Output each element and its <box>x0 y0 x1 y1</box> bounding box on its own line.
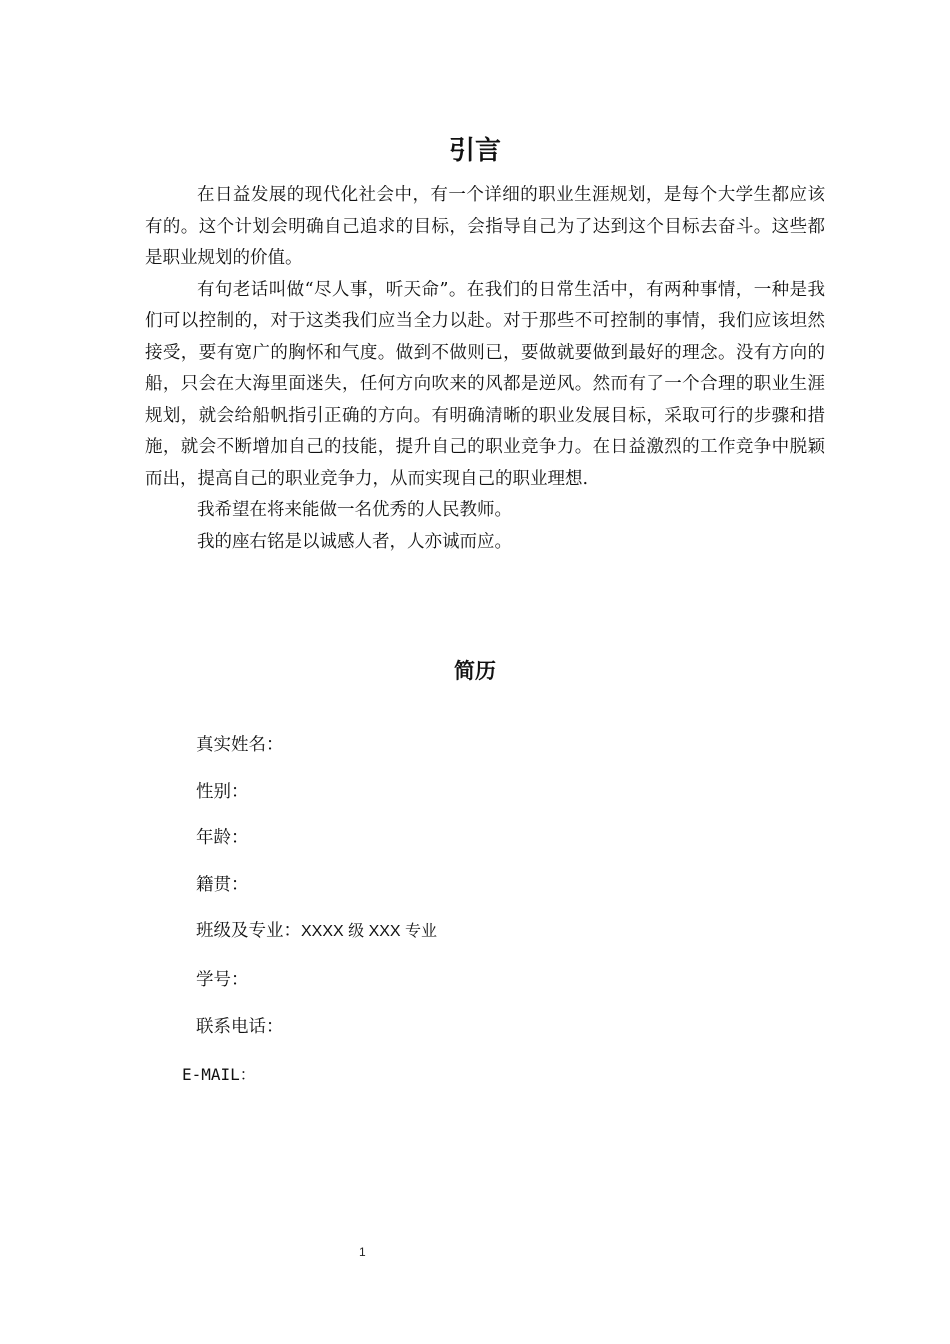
resume-name-label: 真实姓名： <box>196 735 284 755</box>
resume-class-field <box>196 918 437 945</box>
intro-body <box>145 180 825 558</box>
resume-student-id-label: 学号： <box>196 970 249 990</box>
page-number: 1 <box>359 1245 366 1259</box>
resume-age-field <box>196 825 249 851</box>
resume-name-field <box>196 732 284 758</box>
resume-phone-label: 联系电话： <box>196 1017 284 1037</box>
resume-phone-field <box>196 1014 284 1040</box>
resume-gender-field <box>196 779 249 805</box>
resume-class-label: 班级及专业： <box>196 921 301 941</box>
resume-age-label: 年龄： <box>196 828 249 848</box>
resume-email-label: E-MAIL： <box>182 1065 256 1084</box>
resume-heading: 简历 <box>454 659 496 683</box>
resume-class-value: XXXX 级 XXX 专业 <box>301 923 438 940</box>
resume-student-id-field <box>196 967 249 993</box>
intro-heading: 引言 <box>448 136 501 166</box>
intro-paragraph-3: 我希望在将来能做一名优秀的人民教师。 <box>197 500 512 520</box>
resume-gender-label: 性别： <box>196 782 249 802</box>
intro-paragraph-1: 在日益发展的现代化社会中，有一个详细的职业生涯规划，是每个大学生都应该有的。这个计划会明确自己追求的目标，会指导自己为了达到这个目标去奋斗。这些都是职业规划的价值。 <box>145 185 825 268</box>
resume-hometown-field <box>196 872 249 898</box>
resume-hometown-label: 籍贯： <box>196 875 249 895</box>
resume-email-field <box>182 1063 256 1087</box>
intro-paragraph-2: 有句老话叫做“尽人事，听天命”。在我们的日常生活中，有两种事情，一种是我们可以控制的，对于这类我们应当全力以赴。对于那些不可控制的事情，我们应该坦然接受，要有宽广的胸怀和气度。做到不做则已，要做就要做到最好的理念。没有方向的船，只会在大海里面迷失，任何方向吹来的风都是逆风。然而有了一个合理的职业生涯规划，就会给船帆指引正确的方向。有明确清晰的职业发展目标，采取可行的步骤和措施，就会不断增加自己的技能，提升自己的职业竞争力。在日益激烈的工作竞争中脱颖而出，提高自己的职业竞争力，从而实现自己的职业理想. <box>145 279 825 489</box>
intro-paragraph-4: 我的座右铭是以诚感人者，人亦诚而应。 <box>197 531 512 552</box>
